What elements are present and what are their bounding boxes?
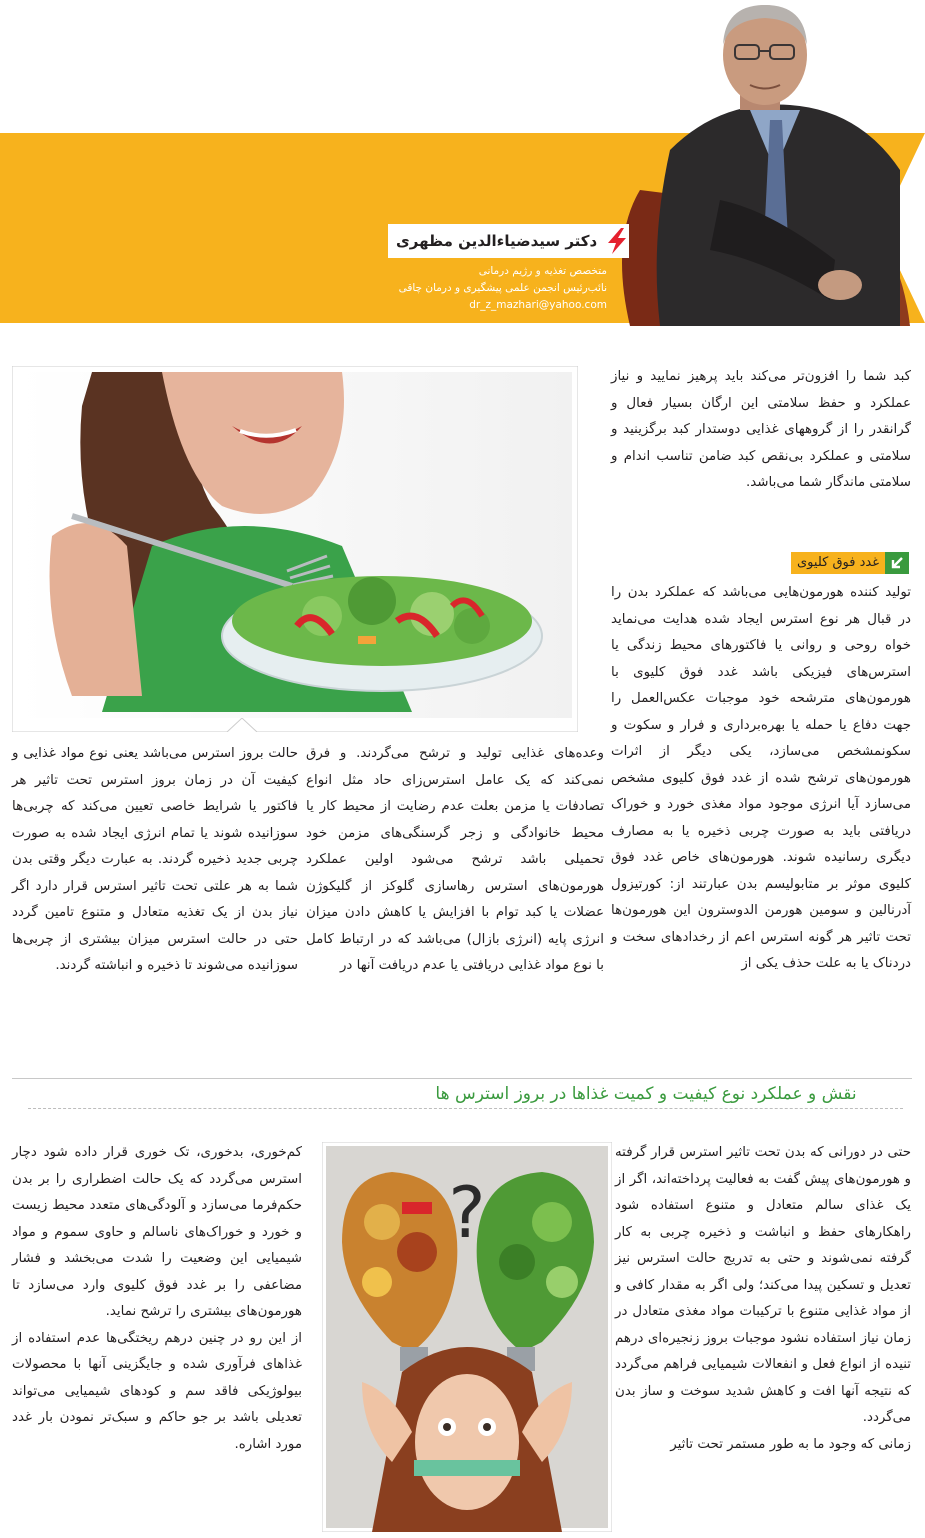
paragraph: از این رو در چنین درهم ریختگی‌ها عدم استفاده از غذاهای فرآوری شده و جایگزینی آنها با محصولات بیولوژیکی فاقد سم و کودهای شیمیایی می‌تواند تعدیلی باشد بر جو حاکم و سبک‌تر نمودن بار غدد مورد اشاره. bbox=[12, 1330, 302, 1452]
paragraph: کبد شما را افزون‌تر می‌کند باید پرهیز نمایید و نیاز عملکرد و حفظ سلامتی این ارگان بسیار فعال و گرانقدر را از گروههای غذایی دوستدار کبد برگزینید و سلامتی و عملکرد بی‌نقص کبد ضامن تناسب اندام و سلامتی ماندگار شما می‌باشد. bbox=[611, 369, 911, 490]
author-name: دکتر سیدضیاءالدین مظهری bbox=[396, 232, 598, 250]
section-divider bbox=[12, 1078, 912, 1079]
author-name-box bbox=[388, 224, 608, 258]
paragraph: زمانی که وجود ما به طور مستمر تحت تاثیر bbox=[670, 1436, 911, 1452]
paragraph: وعده‌های غذایی تولید و ترشح می‌گردند. و فرق نمی‌کند که یک عامل استرس‌زای حاد مثل انواع تصادفات یا مزمن بعلت عدم رضایت از محیط کار یا محیط خانوادگی و زجر گرسنگی‌های مزمن خود تحمیلی باشد ترشح می‌شود اولین عملکرد هورمون‌های استرس رهاسازی گلوکز از گلیکوژن عضلات یا کبد توام با افزایش یا کاهش دادن میزان انرژی پایه (انرژی بازال) می‌باشد که در ارتباط کامل با نوع مواد غذایی دریافتی یا عدم دریافت آنها در bbox=[306, 746, 604, 973]
author-email[interactable]: dr_z_mazhari@yahoo.com bbox=[469, 299, 607, 311]
column-left-bottom bbox=[12, 1140, 302, 1458]
arrow-down-left-icon bbox=[885, 552, 909, 574]
stressed-woman-food-choice-photo bbox=[322, 1142, 612, 1532]
column-right-top-intro bbox=[611, 364, 911, 497]
woman-eating-salad-photo bbox=[12, 366, 578, 732]
subheading-text: غدد فوق کلیوی bbox=[791, 552, 885, 574]
paragraph: حالت بروز استرس می‌باشد یعنی نوع مواد غذایی و کیفیت آن در زمان بروز استرس تحت تاثیر هر فاکتور یا شرایط خاصی تعیین می‌کند که چربی‌ها سوزانیده شوند یا تمام انرژی ایجاد شده به صورت چربی جدید ذخیره گردند. به عبارت دیگر وقتی بدن شما به هر علتی تحت تاثیر استرس قرار دارد اگر نیاز بدن از یک تغذیه متعادل و متنوع تامین گردد حتی در حالت استرس میزان بیشتری از چربی‌ها سوزانیده می‌شوند تا ذخیره و انباشته گردند. bbox=[12, 746, 298, 973]
section-dashed-rule bbox=[28, 1108, 903, 1109]
column-right-bottom bbox=[615, 1140, 911, 1458]
column-right-top-body bbox=[611, 580, 911, 978]
paragraph: تولید کننده هورمون‌هایی می‌باشد که عملکرد بدن را در قبال هر نوع استرس ایجاد شده هدایت می‌نماید خواه روحی و روانی یا فاکتورهای محیط زندگی یا استرس‌های فیزیکی باشد غدد فوق کلیوی با هورمون‌های مترشحه خود موجبات عکس‌العمل را جهت دفاع یا حمله یا بهره‌برداری و فرار و سکوت و سکونمشخص می‌سازد، یکی دیگر از اثرات هورمون‌های ترشح شده از غدد فوق کلیوی مشخص می‌سازد آیا انرژی موجود مواد مغذی خورد و خوراک دریافتی باید به صورت چربی ذخیره یا به مصارف دیگری رسانیده شوند. هورمون‌های خاص غدد فوق کلیوی موثر بر متابولیسم بدن عبارتند از: کورتیزول آدرنالین و سومین هورمن الدوسترون این هورمون‌ها تحت تاثیر هر گونه استرس اعم از رخدادهای سخت و دردناک یا به علت حذف یکی از bbox=[611, 585, 911, 971]
paragraph: حتی در دورانی که بدن تحت تاثیر استرس قرار گرفته و هورمون‌های پیش گفت به فعالیت پرداخته‌اند، اگر از یک غذای سالم متعادل و متنوع استفاده شود راهکارهای حفظ و انباشت و ذخیره چربی به کار گرفته نمی‌شوند و حتی به تدریج حالت استرس نیز تعدیل و تسکین پیدا می‌کند؛ ولی اگر به مقدار کافی و از مواد غذایی متنوع با ترکیبات مواد مغذی متعادل در زمان نیاز استفاده نشود موجبات بروز زنجیره‌ای درهم تنیده از انواع فعل و انفعالات شیمیایی فراهم می‌گردد که نتیجه آنها افت و کاهش شدید سوخت و ساز بدن می‌گردد. bbox=[615, 1145, 911, 1425]
paragraph: کم‌خوری، بدخوری، تک خوری قرار داده شود دچار استرس می‌گردد که یک حالت اضطراری را بر بدن حکم‌فرما می‌سازد و آلودگی‌های متعدد محیط زیست و خورد و خوراک‌های ناسالم و حاوی سموم و مواد شیمیایی این وضعیت را شدت می‌بخشد و فشار مضاعفی را بر غدد فوق کلیوی وارد می‌سازد تا هورمون‌های بیشتری را ترشح نماید. bbox=[12, 1145, 302, 1319]
section-heading: نقش و عملکرد نوع کیفیت و کمیت غذاها در بروز استرس ها bbox=[380, 1082, 912, 1106]
column-middle-top bbox=[306, 741, 604, 980]
lightning-bolt-icon bbox=[605, 224, 629, 258]
author-portrait bbox=[600, 0, 925, 326]
author-title-1: متخصص تغذیه و رژیم درمانی bbox=[478, 265, 607, 277]
question-mark-icon: ? bbox=[448, 1172, 486, 1254]
subheading-adrenal bbox=[791, 552, 909, 574]
author-title-2: نائب‌رئیس انجمن علمی پیشگیری و درمان چاقی bbox=[398, 282, 607, 294]
column-left-top bbox=[12, 741, 298, 980]
